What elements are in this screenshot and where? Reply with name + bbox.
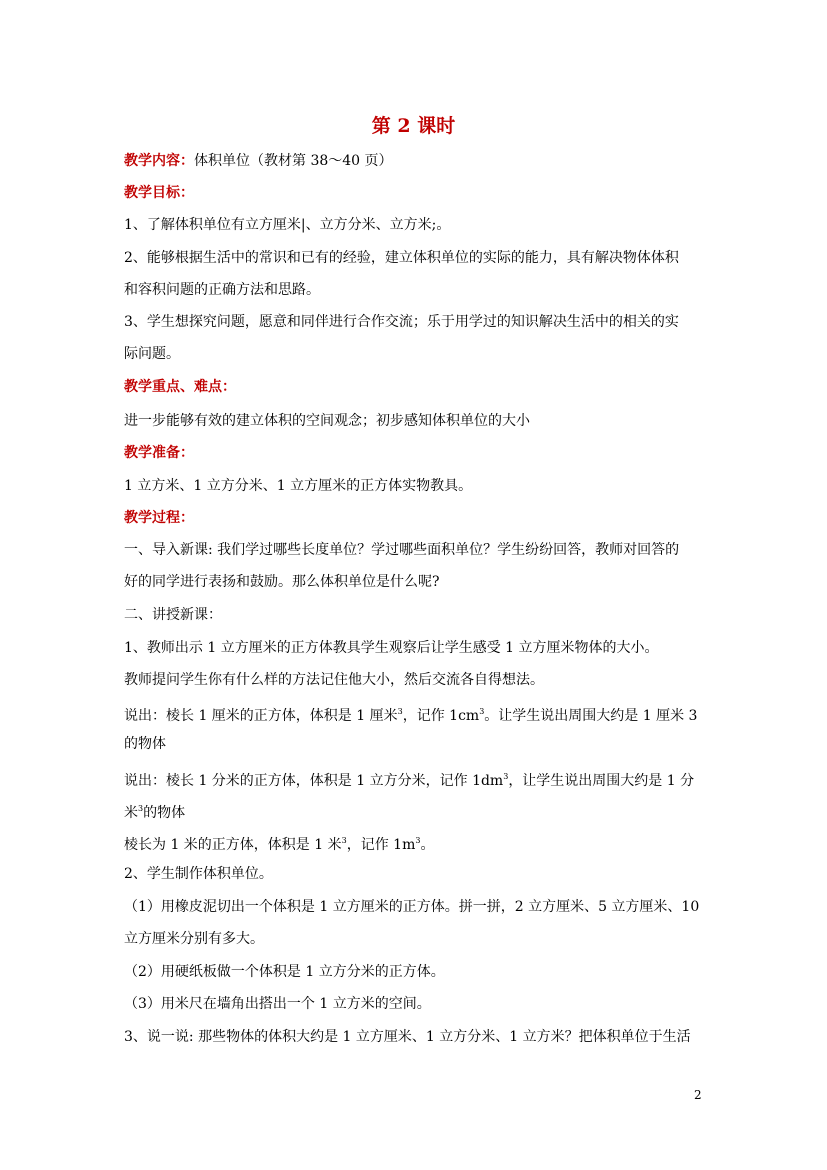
cm-text-1: 说出：棱长 1 厘米的正方体，体积是 1 厘米 bbox=[124, 708, 398, 724]
process-teacher-question: 教师提问学生你有什么样的方法记住他大小，然后交流各自得想法。 bbox=[124, 672, 544, 688]
process-step-2-1-line-2: 立方厘米分别有多大。 bbox=[124, 931, 264, 947]
process-step-2-2: （2）用硬纸板做一个体积是 1 立方分米的正方体。 bbox=[124, 964, 445, 980]
m-text-1: 棱长为 1 米的正方体，体积是 1 米 bbox=[124, 837, 342, 853]
m-superscript-1: 3 bbox=[341, 836, 347, 845]
dm-text-3: 米 bbox=[124, 805, 138, 821]
m-text-2: ，记作 1m bbox=[346, 837, 416, 853]
key-points-heading: 教学重点、难点： bbox=[124, 379, 236, 395]
process-step-2-3: （3）用米尺在墙角出搭出一个 1 立方米的空间。 bbox=[124, 996, 431, 1012]
cm-text-3: 。让学生说出周围大约是 1 厘米 3 bbox=[484, 708, 698, 724]
goal-3-line-2: 际问题。 bbox=[124, 346, 180, 362]
dm-text-4: 的物体 bbox=[143, 805, 186, 821]
preparation-text: 1 立方米、1 立方分米、1 立方厘米的正方体实物教具。 bbox=[124, 478, 473, 494]
page-title: 第 2 课时 bbox=[371, 115, 456, 137]
process-step-2-1-line-1: （1）用橡皮泥切出一个体积是 1 立方厘米的正方体。拼一拼，2 立方厘米、5 立方厘米、10 bbox=[124, 899, 700, 915]
process-dm-line-2 bbox=[124, 798, 185, 824]
dm-text-1: 说出：棱长 1 分米的正方体，体积是 1 立方分米，记作 1dm bbox=[124, 773, 504, 789]
dm-superscript-2: 3 bbox=[138, 804, 144, 813]
process-step-1: 1、教师出示 1 立方厘米的正方体教具学生观察后让学生感受 1 立方厘米物体的大小。 bbox=[124, 640, 659, 656]
process-new-lesson: 二、讲授新课： bbox=[124, 607, 222, 623]
content-label: 教学内容： bbox=[124, 153, 194, 169]
process-heading: 教学过程： bbox=[124, 510, 194, 526]
cm-superscript-1: 3 bbox=[397, 707, 403, 716]
goal-1: 1、了解体积单位有立方厘米|、立方分米、立方米;。 bbox=[124, 217, 451, 233]
process-step-3: 3、说一说: 那些物体的体积大约是 1 立方厘米、1 立方分米、1 立方米？把体积单位于生活 bbox=[124, 1029, 691, 1045]
process-m-line bbox=[124, 830, 434, 856]
process-dm-line-1 bbox=[124, 766, 694, 792]
m-text-3: 。 bbox=[420, 837, 435, 853]
process-cm-line-2: 的物体 bbox=[124, 736, 166, 752]
dm-superscript: 3 bbox=[503, 772, 509, 781]
content-line bbox=[124, 150, 393, 172]
process-step-2: 2、学生制作体积单位。 bbox=[124, 866, 273, 882]
goals-heading: 教学目标： bbox=[124, 185, 194, 201]
process-intro-line-2: 好的同学进行表扬和鼓励。那么体积单位是什么呢? bbox=[124, 574, 440, 590]
process-intro-line-1: 一、导入新课: 我们学过哪些长度单位？学过哪些面积单位？学生纷纷回答，教师对回答的 bbox=[124, 542, 680, 558]
cm-text-2: ，记作 1cm bbox=[402, 708, 480, 724]
process-cm-line-1 bbox=[124, 701, 697, 727]
goal-2-line-2: 和容积问题的正确方法和思路。 bbox=[124, 282, 320, 298]
goal-3-line-1: 3、学生想探究问题，愿意和同伴进行合作交流；乐于用学过的知识解决生活中的相关的实 bbox=[124, 314, 679, 330]
page-number: 2 bbox=[694, 1088, 702, 1102]
m-superscript-2: 3 bbox=[415, 836, 421, 845]
goal-2-line-1: 2、能够根据生活中的常识和已有的经验，建立体积单位的实际的能力，具有解决物体体积 bbox=[124, 250, 679, 266]
cm-superscript-2: 3 bbox=[479, 707, 485, 716]
preparation-heading: 教学准备： bbox=[124, 445, 194, 461]
key-points-text: 进一步能够有效的建立体积的空间观念；初步感知体积单位的大小 bbox=[124, 413, 530, 429]
content-text: 体积单位（教材第 38～40 页） bbox=[194, 153, 393, 169]
dm-text-2: ，让学生说出周围大约是 1 分 bbox=[508, 773, 695, 789]
